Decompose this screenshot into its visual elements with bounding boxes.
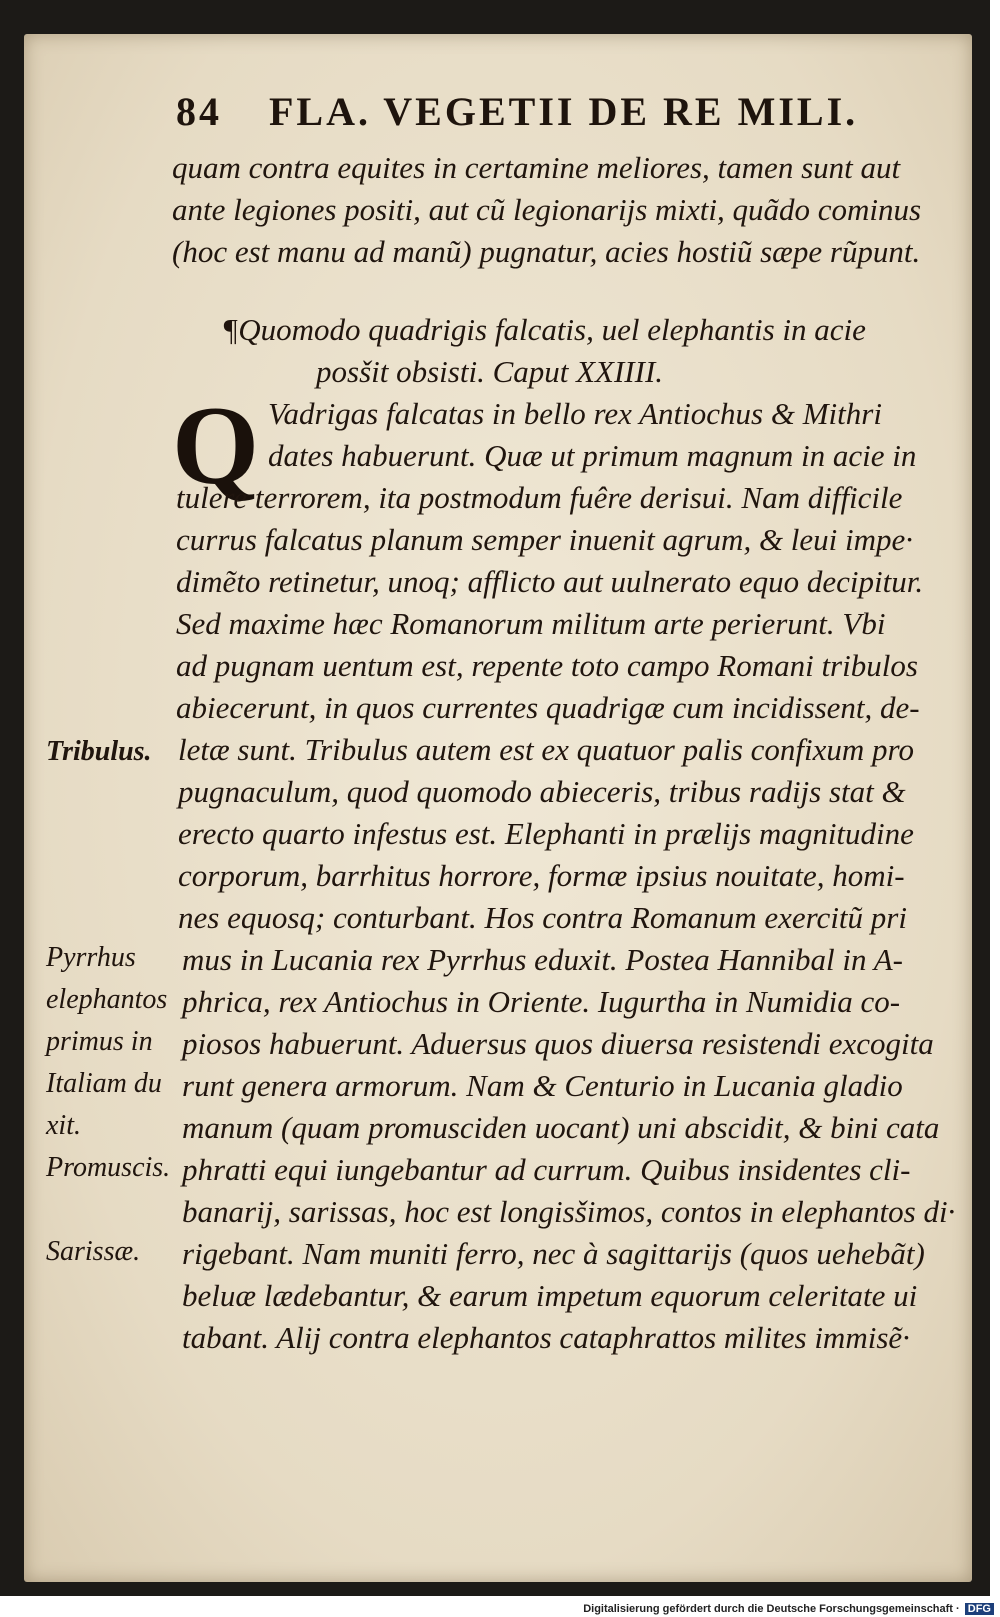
text-line: mus in Lucania rex Pyrrhus eduxit. Postea Hannibal in A- [182, 942, 903, 977]
text-line: currus falcatus planum semper inuenit agrum, & leui impe· [176, 522, 914, 557]
text-line: phrica, rex Antiochus in Oriente. Iugurtha in Numidia co- [182, 984, 901, 1019]
text-line: (hoc est manu ad manũ) pugnatur, acies hostiũ sæpe rũpunt. [172, 234, 921, 269]
dfg-logo: DFG [965, 1603, 994, 1615]
running-header [176, 88, 896, 135]
margin-note-promuscis: Promuscis. [46, 1152, 171, 1183]
chapter-heading-line-2: posšit obsisti. Caput XXIIII. [316, 354, 664, 389]
margin-note-tribulus: Tribulus. [46, 736, 152, 767]
text-line: abiecerunt, in quos currentes quadrigæ cum incidissent, de- [176, 690, 920, 725]
text-line: piosos habuerunt. Aduersus quos diuersa resistendi excogita [182, 1026, 934, 1061]
text-line: ad pugnam uentum est, repente toto campo Romani tribulos [176, 648, 918, 683]
text-line: tabant. Alij contra elephantos cataphrattos milites immisẽ· [182, 1320, 910, 1355]
text-line: runt genera armorum. Nam & Centurio in Lucania gladio [182, 1068, 903, 1103]
credit-text: Digitalisierung gefördert durch die Deutsche Forschungsgemeinschaft · [583, 1603, 960, 1615]
text-line: banarij, sarissas, hoc est longisšimos, contos in elephantos di· [182, 1194, 956, 1229]
text-line: Sed maxime hæc Romanorum militum arte perierunt. Vbi [176, 606, 886, 641]
text-line: letæ sunt. Tribulus autem est ex quatuor palis confixum pro [178, 732, 914, 767]
text-line: rigebant. Nam muniti ferro, nec à sagittarijs (quos uehebãt) [182, 1236, 925, 1271]
running-title: FLA. VEGETII DE RE MILI. [269, 89, 859, 134]
margin-note-italiam: Italiam du [46, 1068, 162, 1099]
margin-note-pyrrhus: Pyrrhus [46, 942, 136, 973]
chapter-heading-line-1: ¶Quomodo quadrigis falcatis, uel elephantis in acie [222, 312, 866, 347]
margin-note-sarissae: Sarissæ. [46, 1236, 141, 1267]
drop-capital: Q [172, 384, 260, 508]
margin-note-primus: primus in [46, 1026, 153, 1057]
digitization-credit [583, 1603, 994, 1615]
text-line: pugnaculum, quod quomodo abieceris, tribus radijs stat & [178, 774, 906, 809]
text-line: phratti equi iungebantur ad currum. Quibus insidentes cli- [182, 1152, 911, 1187]
text-line: manum (quam promusciden uocant) uni abscidit, & bini cata [182, 1110, 940, 1145]
text-line: tulere terrorem, ita postmodum fuêre derisui. Nam difficile [176, 480, 903, 515]
text-line: corporum, barrhitus horrore, formæ ipsius nouitate, homi- [178, 858, 905, 893]
text-line: Vadrigas falcatas in bello rex Antiochus & Mithri [268, 396, 882, 431]
margin-note-elephantos: elephantos [46, 984, 168, 1015]
text-line: dimẽto retinetur, unoq; afflicto aut uulnerato equo decipitur. [176, 564, 924, 599]
text-line: ante legiones positi, aut cũ legionarijs mixti, quãdo cominus [172, 192, 922, 227]
text-line: nes equosq; conturbant. Hos contra Romanum exercitũ pri [178, 900, 907, 935]
text-line: beluæ lædebantur, & earum impetum equorum celeritate ui [182, 1278, 918, 1313]
page-number: 84 [176, 89, 222, 134]
text-line: quam contra equites in certamine meliores, tamen sunt aut [172, 150, 901, 185]
text-line: erecto quarto infestus est. Elephanti in prælijs magnitudine [178, 816, 914, 851]
text-line: dates habuerunt. Quæ ut primum magnum in acie in [268, 438, 917, 473]
margin-note-xit: xit. [46, 1110, 81, 1141]
